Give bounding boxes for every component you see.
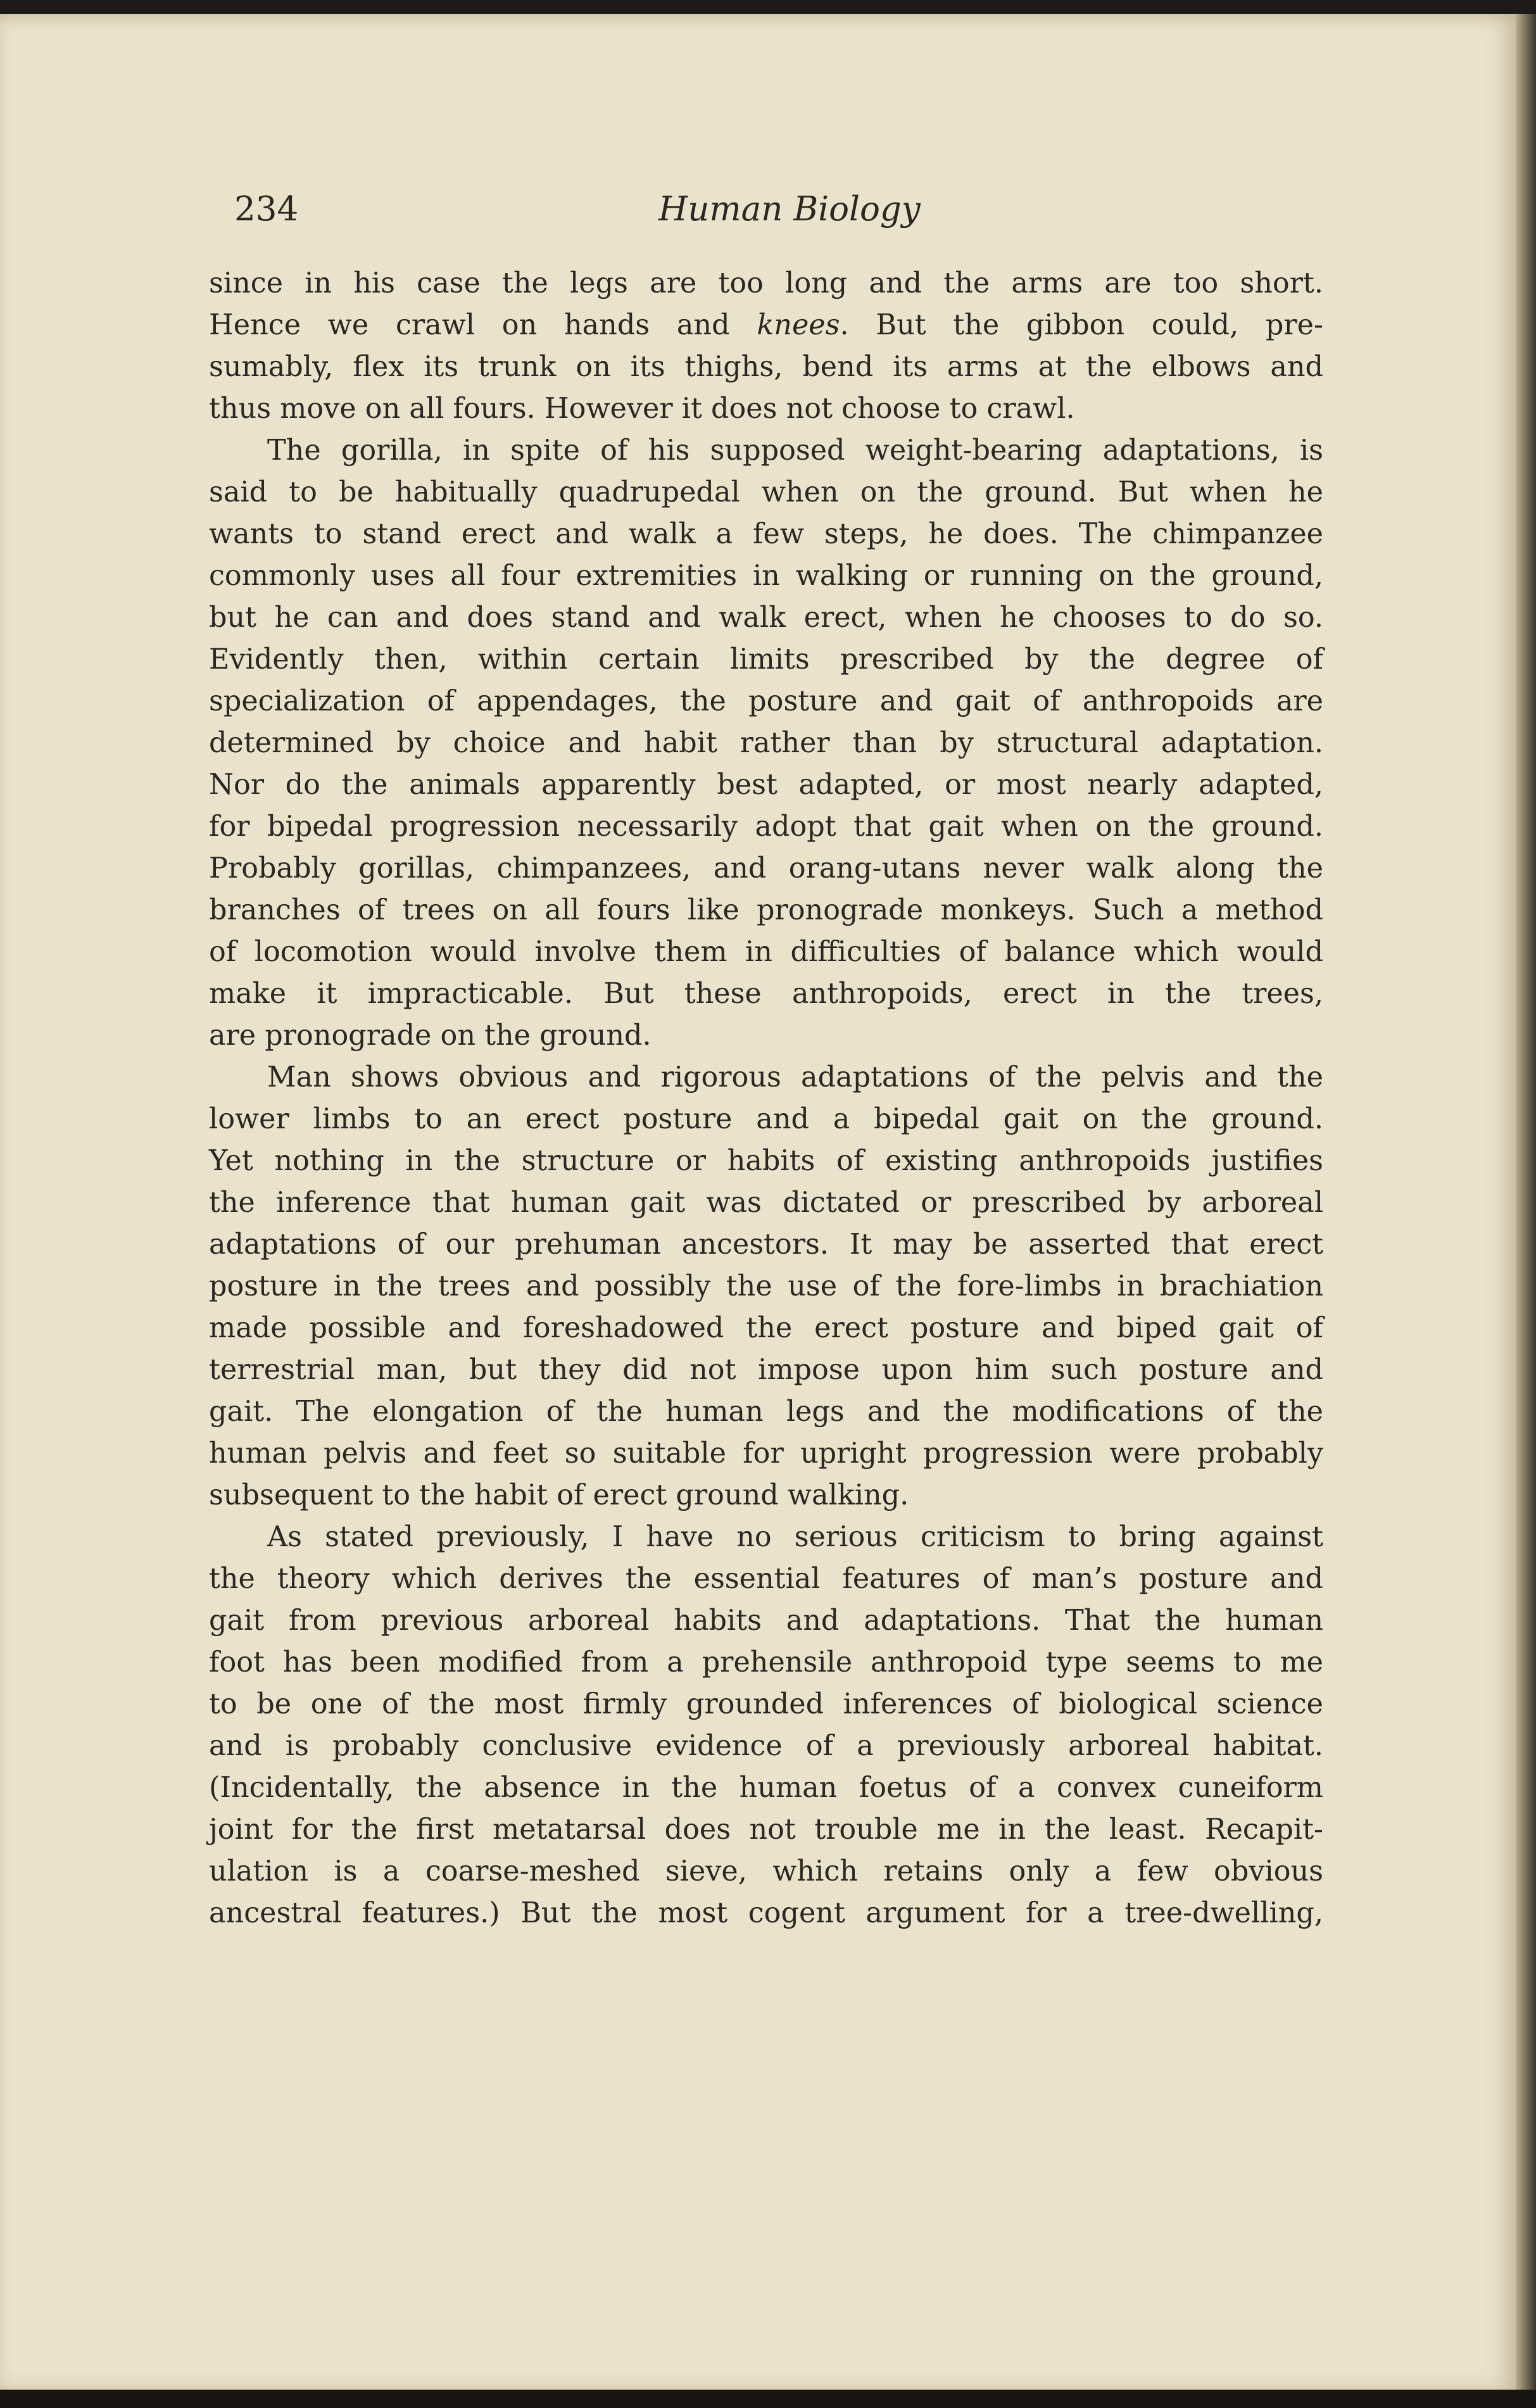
text-line: the theory which derives the essential features of man’s posture and <box>209 1563 1323 1595</box>
text-line: gait. The elongation of the human legs and the modifications of the <box>209 1396 1323 1428</box>
text-line: make it impracticable. But these anthropoids, erect in the trees, <box>209 978 1323 1010</box>
body-text <box>209 263 1323 1934</box>
text-line: are pronograde on the ground. <box>209 1019 652 1052</box>
emphasis: knees <box>757 309 840 341</box>
text-line: thus move on all fours. However it does not choose to crawl. <box>209 393 1075 425</box>
paragraph <box>209 1057 1323 1516</box>
paragraph <box>209 430 1323 1057</box>
text-line: Yet nothing in the structure or habits of existing anthropoids justifies <box>209 1145 1323 1177</box>
text-line: As stated previously, I have no serious criticism to bring against <box>267 1521 1323 1553</box>
text-line: gait from previous arboreal habits and adaptations. That the human <box>209 1604 1323 1637</box>
text-line: to be one of the most firmly grounded inferences of biological science <box>209 1688 1323 1720</box>
text-line: and is probably conclusive evidence of a previously arboreal habitat. <box>209 1730 1323 1762</box>
text-line: foot has been modified from a prehensile anthropoid type seems to me <box>209 1646 1323 1679</box>
page-edge <box>1516 14 1536 2390</box>
text-line: made possible and foreshadowed the erect posture and biped gait of <box>209 1312 1323 1344</box>
text-line: The gorilla, in spite of his supposed weight-bearing adaptations, is <box>267 434 1323 467</box>
text-line: specialization of appendages, the posture and gait of anthropoids are <box>209 685 1323 717</box>
text-line: joint for the first metatarsal does not trouble me in the least. Recapit- <box>209 1813 1323 1846</box>
text-line: of locomotion would involve them in difficulties of balance which would <box>209 936 1323 968</box>
text-line: ulation is a coarse-meshed sieve, which retains only a few obvious <box>209 1855 1323 1888</box>
text-line: since in his case the legs are too long and the arms are too short. <box>209 267 1323 299</box>
text-line: determined by choice and habit rather than by structural adaptation. <box>209 727 1323 759</box>
text-line: branches of trees on all fours like pronograde monkeys. Such a method <box>209 894 1323 926</box>
text-line: Man shows obvious and rigorous adaptations of the pelvis and the <box>267 1061 1323 1094</box>
text-line: subsequent to the habit of erect ground walking. <box>209 1479 909 1511</box>
text-line: said to be habitually quadrupedal when on the ground. But when he <box>209 476 1323 508</box>
text-line: lower limbs to an erect posture and a bipedal gait on the ground. <box>209 1103 1323 1135</box>
text-line: but he can and does stand and walk erect, when he chooses to do so. <box>209 602 1323 634</box>
text-line: Hence we crawl on hands and knees. But the gibbon could, pre- <box>209 309 1323 341</box>
scan-border <box>0 2390 1536 2408</box>
paragraph <box>209 263 1323 430</box>
text-line: terrestrial man, but they did not impose upon him such posture and <box>209 1354 1323 1386</box>
text-line: Nor do the animals apparently best adapted, or most nearly adapted, <box>209 769 1323 801</box>
page-number: 234 <box>234 190 299 229</box>
paragraph <box>209 1516 1323 1934</box>
text-line: the inference that human gait was dictated or prescribed by arboreal <box>209 1187 1323 1219</box>
text-line: wants to stand erect and walk a few steps, he does. The chimpanzee <box>209 518 1323 550</box>
text-line: Probably gorillas, chimpanzees, and orang-utans never walk along the <box>209 852 1323 885</box>
running-title: Human Biology <box>658 190 921 229</box>
text-line: sumably, flex its trunk on its thighs, bend its arms at the elbows and <box>209 351 1323 383</box>
text-line: (Incidentally, the absence in the human foetus of a convex cuneiform <box>209 1772 1323 1804</box>
text-line: adaptations of our prehuman ancestors. It may be asserted that erect <box>209 1228 1323 1261</box>
text-line: for bipedal progression necessarily adopt that gait when on the ground. <box>209 810 1323 843</box>
text-line: Evidently then, within certain limits prescribed by the degree of <box>209 643 1323 676</box>
text-line: ancestral features.) But the most cogent argument for a tree-dwelling, <box>209 1897 1323 1929</box>
text-line: commonly uses all four extremities in walking or running on the ground, <box>209 560 1323 592</box>
running-head <box>234 190 1326 241</box>
text-line: human pelvis and feet so suitable for upright progression were probably <box>209 1437 1323 1470</box>
text-line: posture in the trees and possibly the use of the fore-limbs in brachiation <box>209 1270 1323 1302</box>
